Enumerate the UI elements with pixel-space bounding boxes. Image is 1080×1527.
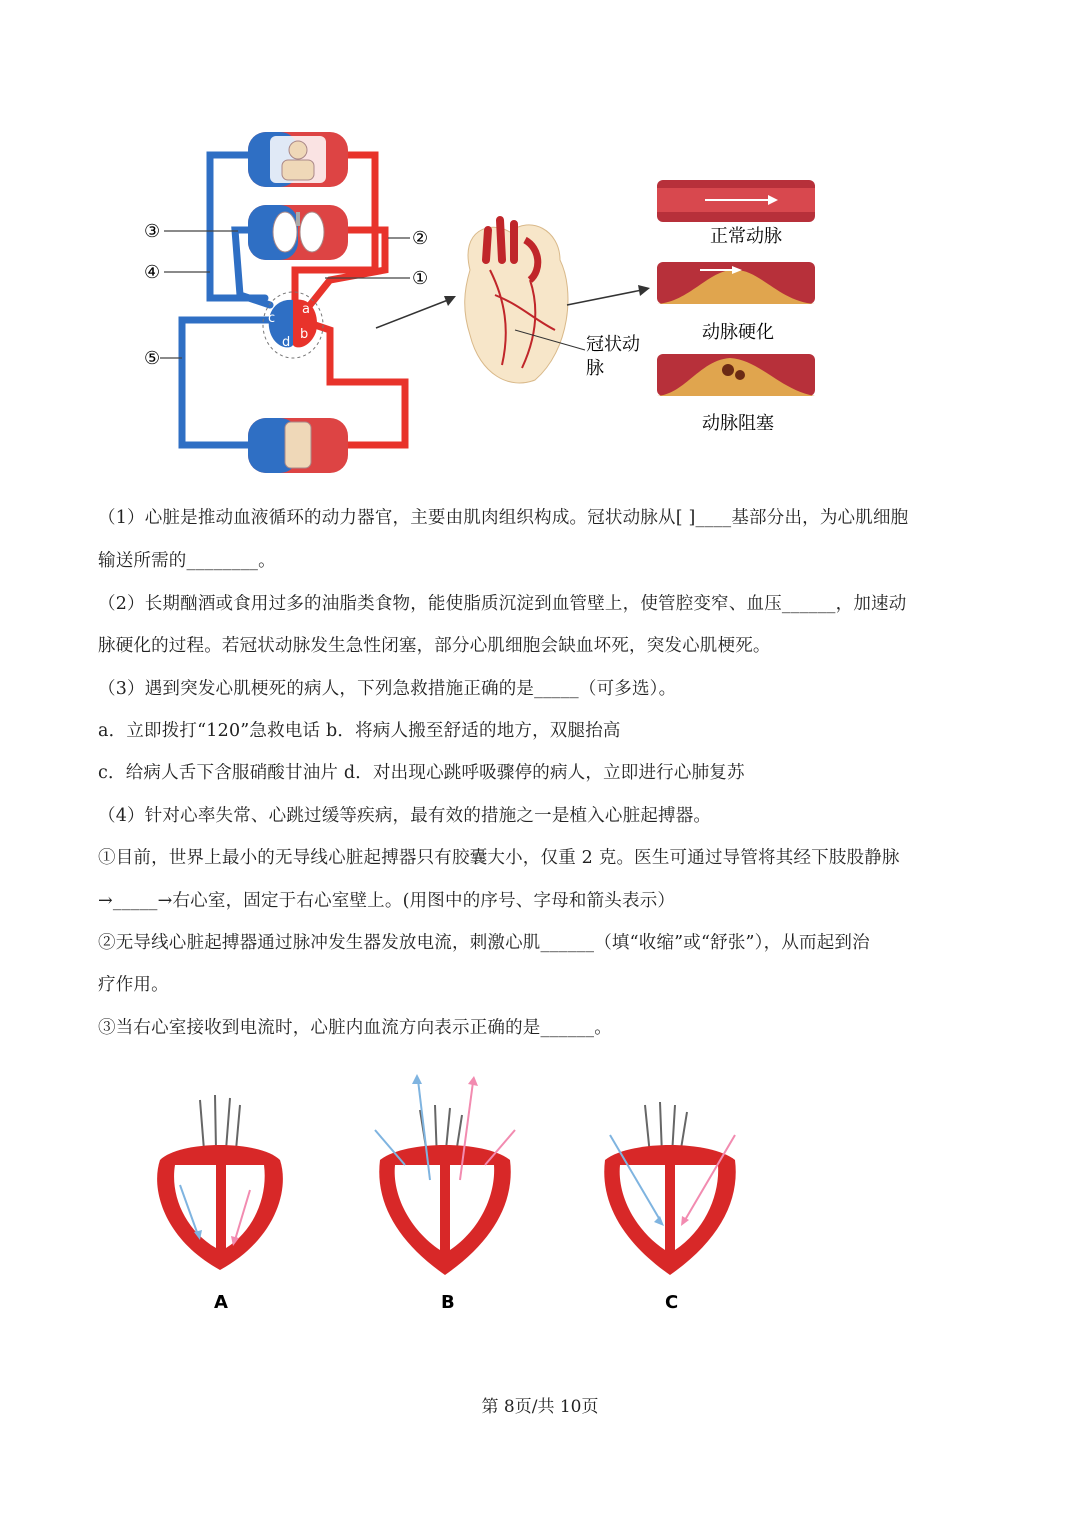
q4-2-line1: ②无导线心脏起搏器通过脉冲发生器发放电流，刺激心肌______（填“收缩”或“舒张”），从而起到治 (98, 933, 870, 953)
heart-options-figure (140, 1070, 780, 1320)
chamber-label-b: b (300, 327, 309, 342)
q4-3-line1: ③当右心室接收到电流时，心脏内血流方向表示正确的是______。 (98, 1018, 612, 1038)
q4-1-line1: ①目前，世界上最小的无导线心脏起搏器只有胶囊大小，仅重 2 克。医生可通过导管将其经下肢股静脉 (98, 848, 900, 868)
option-label-a: A (214, 1292, 228, 1313)
chamber-label-a: a (302, 302, 310, 317)
chamber-label-c: c (268, 311, 276, 326)
zoom-arrow-2 (567, 285, 650, 305)
normal-artery-label: 正常动脉 (710, 226, 782, 247)
heart-option-a (157, 1095, 283, 1270)
lower-body-capillary-bed (248, 418, 348, 473)
heart-option-b (375, 1074, 515, 1275)
blocked-artery (657, 354, 815, 396)
marker-3: ③ (144, 221, 161, 242)
zoom-arrow-1 (376, 296, 456, 328)
marker-2: ② (412, 228, 429, 249)
page-number: 第 8页/共 10页 (481, 1397, 599, 1417)
marker-4: ④ (144, 262, 161, 283)
q2-line2: 脉硬化的过程。若冠状动脉发生急性闭塞，部分心肌细胞会缺血坏死，突发心肌梗死。 (98, 636, 771, 656)
coronary-label-line1: 冠状动 (586, 334, 640, 355)
q4-2-line2: 疗作用。 (98, 975, 169, 995)
q3-line1: （3）遇到突发心肌梗死的病人，下列急救措施正确的是_____（可多选）。 (98, 679, 677, 699)
marker-5: ⑤ (144, 348, 161, 369)
option-label-b: B (441, 1292, 455, 1313)
option-label-c: C (665, 1292, 679, 1313)
q4-line1: （4）针对心率失常、心跳过缓等疾病，最有效的措施之一是植入心脏起搏器。 (98, 806, 712, 826)
marker-1: ① (412, 268, 429, 289)
q1-line1: （1）心脏是推动血液循环的动力器官，主要由肌肉组织构成。冠状动脉从[ ]____基部分出，为心肌细胞 (98, 508, 909, 528)
chamber-label-d: d (282, 335, 291, 350)
q4-1-line2: →_____→右心室，固定于右心室壁上。(用图中的序号、字母和箭头表示） (98, 891, 676, 911)
q3-options-cd: c．给病人舌下含服硝酸甘油片 d．对出现心跳呼吸骤停的病人，立即进行心肺复苏 (98, 763, 745, 783)
coronary-label-line2: 脉 (586, 358, 604, 379)
heart-option-c (604, 1102, 735, 1275)
q2-line1: （2）长期酗酒或食用过多的油脂类食物，能使脂质沉淀到血管壁上，使管腔变窄、血压______，加速动 (98, 594, 907, 614)
q3-options-ab: a．立即拨打“120”急救电话 b．将病人搬至舒适的地方，双腿抬高 (98, 721, 621, 741)
sclerosis-label: 动脉硬化 (702, 322, 774, 343)
blockage-label: 动脉阻塞 (702, 413, 774, 434)
circulation-diagram (130, 120, 830, 480)
sclerotic-artery (657, 262, 815, 304)
normal-artery (657, 180, 815, 222)
lung-capillary-bed (248, 205, 348, 260)
upper-body-capillary-bed (248, 132, 348, 187)
q1-line2: 输送所需的________。 (98, 551, 276, 571)
heart-illustration (465, 220, 585, 383)
